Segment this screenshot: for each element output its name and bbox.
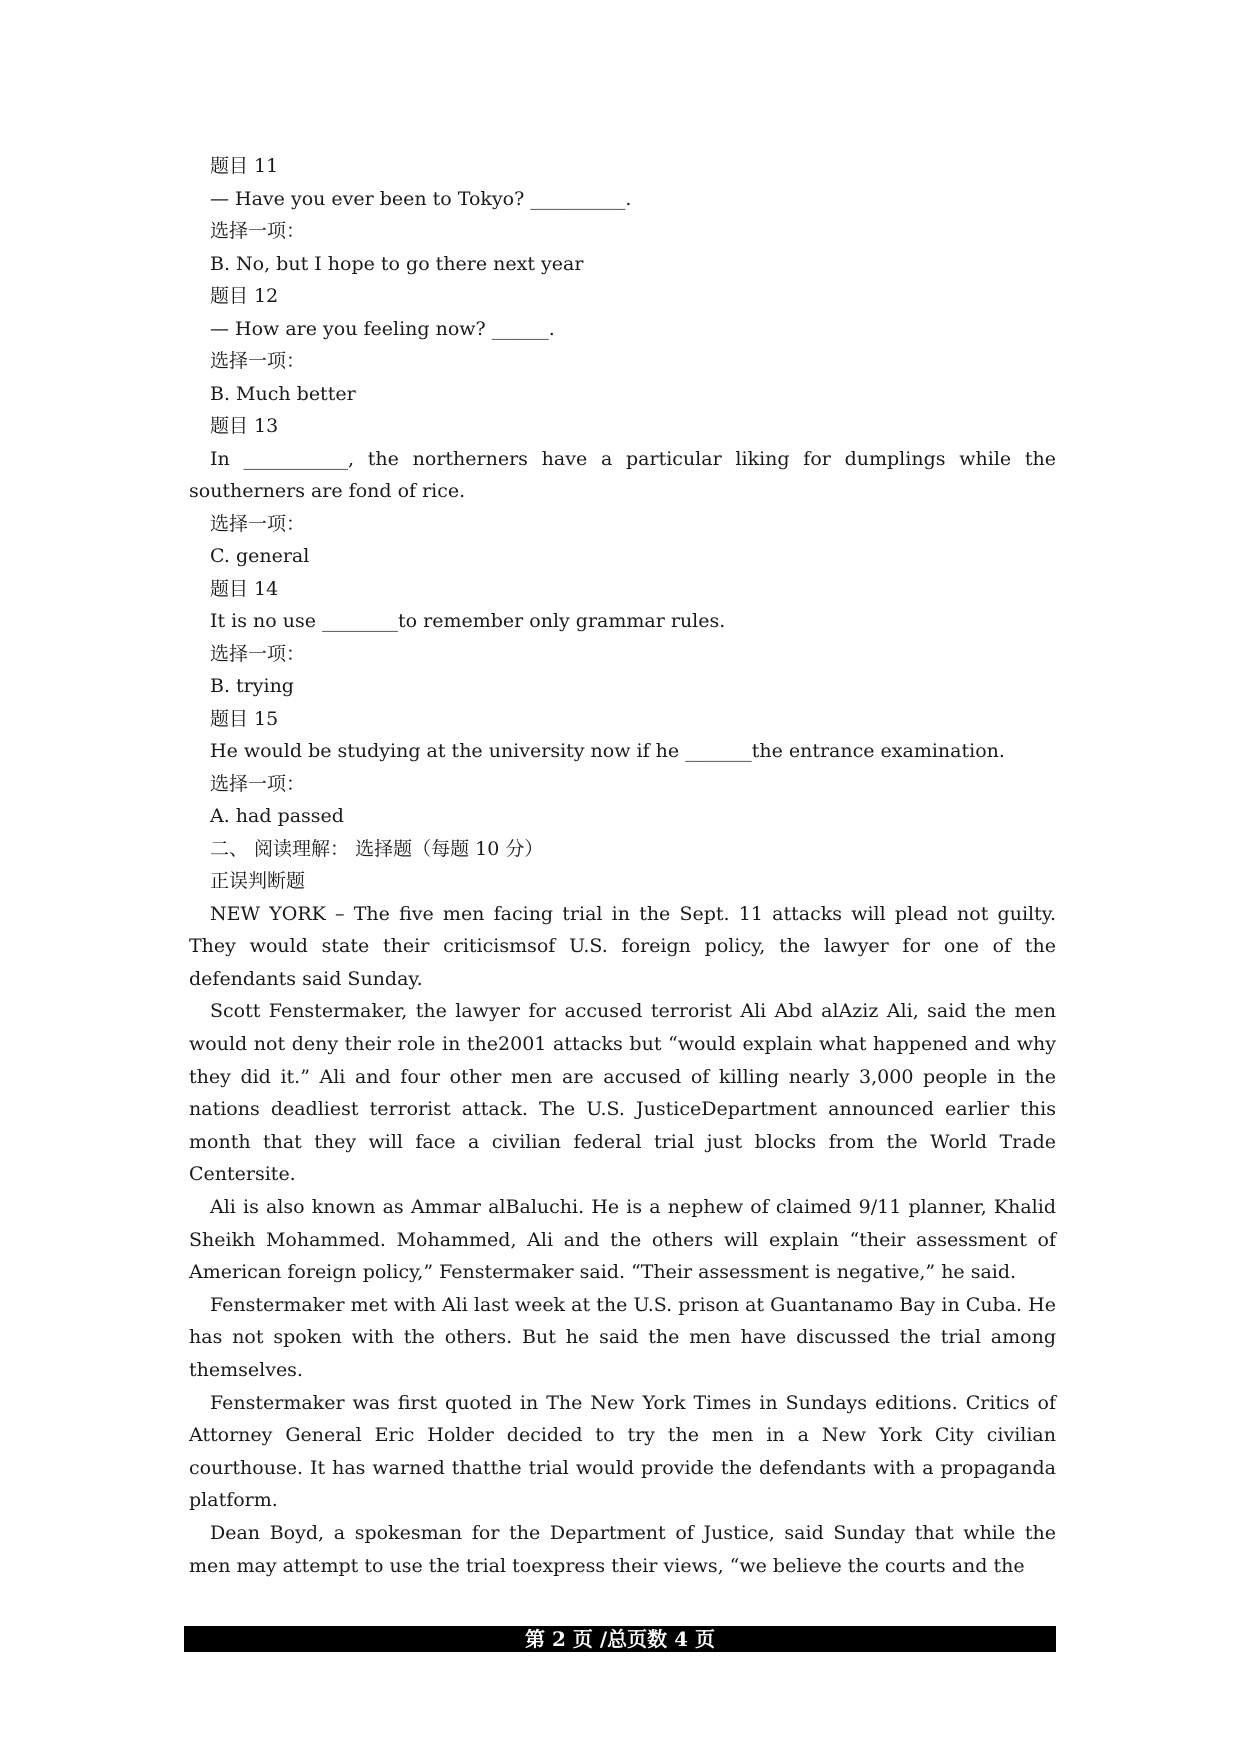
question-11-title: 题目 11	[210, 155, 279, 177]
section-heading: 二、 阅读理解： 选择题（每题 10 分）	[210, 837, 544, 860]
question-11-text: — Have you ever been to Tokyo? __________.	[210, 187, 632, 210]
question-15-prompt: 选择一项：	[210, 772, 306, 795]
passage-paragraph-5: Fenstermaker was first quoted in The New York Times in Sundays editions. Critics of Attorney General Eric Holder decided to try the men in a New York City civilian courthouse. It has warned thatthe trial would provide the defendants with a propaganda platform.	[189, 1391, 1056, 1512]
question-12-prompt: 选择一项：	[210, 350, 306, 372]
question-15-answer: A. had passed	[210, 805, 344, 828]
passage-paragraph-3: Ali is also known as Ammar alBaluchi. He is a nephew of claimed 9/11 planner, Khalid Sheikh Mohammed. Mohammed, Ali and the others will explain “their assessment of American foreign policy,” Fenstermaker said. “Their assessment is negative,” he said.	[189, 1196, 1056, 1284]
question-11-prompt: 选择一项：	[210, 220, 306, 242]
passage-paragraph-2: Scott Fenstermaker, the lawyer for accused terrorist Ali Abd alAziz Ali, said the men would not deny their role in the2001 attacks but “would explain what happened and why they did it.” Ali and four other men are accused of killing nearly 3,000 people in the nations deadliest terrorist attack. The U.S. JusticeDepartment announced earlier this month that they will face a civilian federal trial just blocks from the World Trade Centersite.	[189, 1000, 1056, 1186]
question-13-answer: C. general	[210, 545, 310, 568]
question-15-text: He would be studying at the university now if he _______the entrance examination.	[210, 740, 1005, 763]
question-13-text: In ___________, the northerners have a particular liking for dumplings while the southerners are fond of rice.	[189, 447, 1056, 503]
question-14-answer: B. trying	[210, 675, 294, 698]
passage-paragraph-6: Dean Boyd, a spokesman for the Department of Justice, said Sunday that while the men may attempt to use the trial toexpress their views, “we believe the courts and the	[189, 1521, 1056, 1577]
question-15-title: 题目 15	[210, 707, 279, 730]
question-11-answer: B. No, but I hope to go there next year	[210, 252, 584, 275]
question-14-title: 题目 14	[210, 577, 279, 600]
passage-paragraph-1: NEW YORK – The five men facing trial in the Sept. 11 attacks will plead not guilty. They would state their criticismsof U.S. foreign policy, the lawyer for one of the defendants said Sunday.	[189, 902, 1056, 990]
question-13-title: 题目 13	[210, 415, 279, 437]
question-14-text: It is no use ________to remember only grammar rules.	[210, 610, 726, 633]
passage-paragraph-4: Fenstermaker met with Ali last week at the U.S. prison at Guantanamo Bay in Cuba. He has not spoken with the others. But he said the men have discussed the trial among themselves.	[189, 1293, 1056, 1381]
question-12-text: — How are you feeling now? ______.	[210, 317, 555, 340]
page-content	[189, 150, 1056, 1582]
question-12-answer: B. Much better	[210, 382, 356, 405]
section-subheading: 正误判断题	[210, 870, 306, 893]
question-12-title: 题目 12	[210, 285, 279, 307]
question-13-prompt: 选择一项：	[210, 512, 306, 535]
question-14-prompt: 选择一项：	[210, 642, 306, 665]
page-footer: 第 2 页 /总页数 4 页	[184, 1626, 1056, 1652]
